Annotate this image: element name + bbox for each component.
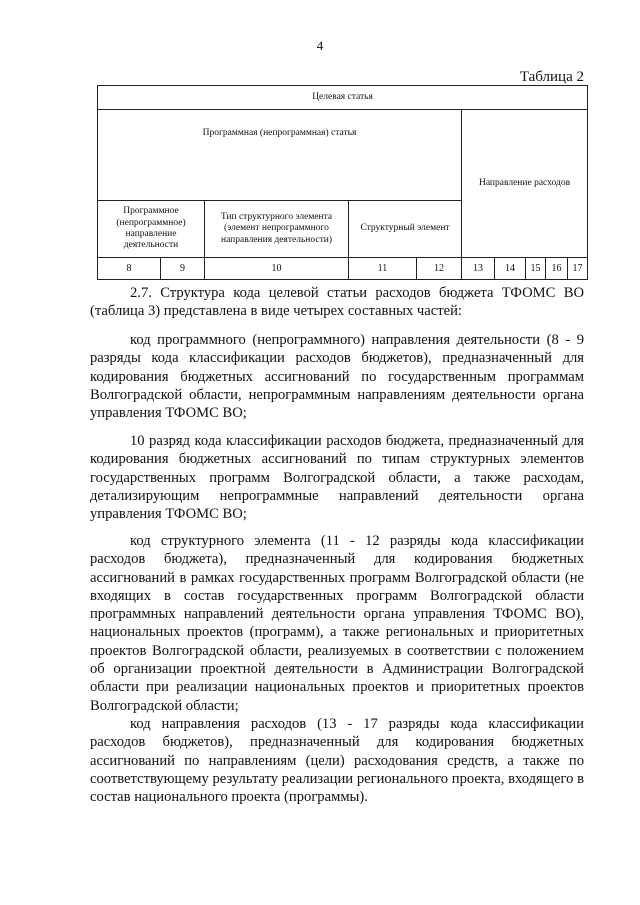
digit-cell: 15 [526,258,546,280]
col-structural-element: Структурный элемент [349,201,462,258]
header-expense-direction: Направление расходов [462,110,588,258]
header-target-article: Целевая статья [98,86,588,110]
table-caption: Таблица 2 [519,69,584,85]
digit-cell: 17 [568,258,588,280]
digit-cell: 10 [205,258,349,280]
digit-cell: 9 [161,258,205,280]
code-structure-table [97,85,588,280]
paragraph-intro: 2.7. Структура кода целевой статьи расходов бюджета ТФОМС ВО (таблица 3) представлена в виде четырех составных частей: [90,285,584,320]
col-program-direction: Программное (непрограммное) направление деятельности [98,201,205,258]
digit-cell: 11 [349,258,417,280]
col-structural-type: Тип структурного элемента (элемент непрограммного направления деятельности) [205,201,349,258]
digit-cell: 12 [417,258,462,280]
paragraph-program-code: код программного (непрограммного) направления деятельности (8 - 9 разряды кода классификации расходов бюджетов), предназначенный для кодирования бюджетных ассигнований по государственным программам Волгоградской области, непрограммным направлениям деятельности органа управления ТФОМС ВО; [90,332,584,422]
paragraph-expense-direction: код направления расходов (13 - 17 разряды кода классификации расходов бюджетов), предназначенный для кодирования бюджетных ассигнований по направлениям (цели) расходования средств, а также по соответствующему результату реализации регионального проекта, входящего в состав национального проекта (программы). [90,716,584,806]
digit-cell: 13 [462,258,495,280]
paragraph-structural-element: код структурного элемента (11 - 12 разряды кода классификации расходов бюджета), предназначенный для кодирования бюджетных ассигнований в рамках государственных программ Волгоградской области (не входящих в состав государственных программ Волгоградской области программных направлений деятельности органа управления ТФОМС ВО), национальных проектов (программ), а также региональных и приоритетных проектов Волгоградской области, реализуемых в соответствии с положением об организации проектной деятельности в Администрации Волгоградской области при реализации национальных проектов и приоритетных проектов Волгоградской области; [90,533,584,714]
digit-cell: 16 [546,258,568,280]
header-program-article: Программная (непрограммная) статья [98,110,462,201]
digit-cell: 8 [98,258,161,280]
digit-cell: 14 [495,258,526,280]
page-number: 4 [316,38,324,53]
paragraph-digit-10: 10 разряд кода классификации расходов бюджета, предназначенный для кодирования бюджетных ассигнований по типам структурных элементов государственных программ Волгоградской области, а также расходам, детализирующим непрограммные направлений деятельности органа управления ТФОМС ВО; [90,433,584,523]
